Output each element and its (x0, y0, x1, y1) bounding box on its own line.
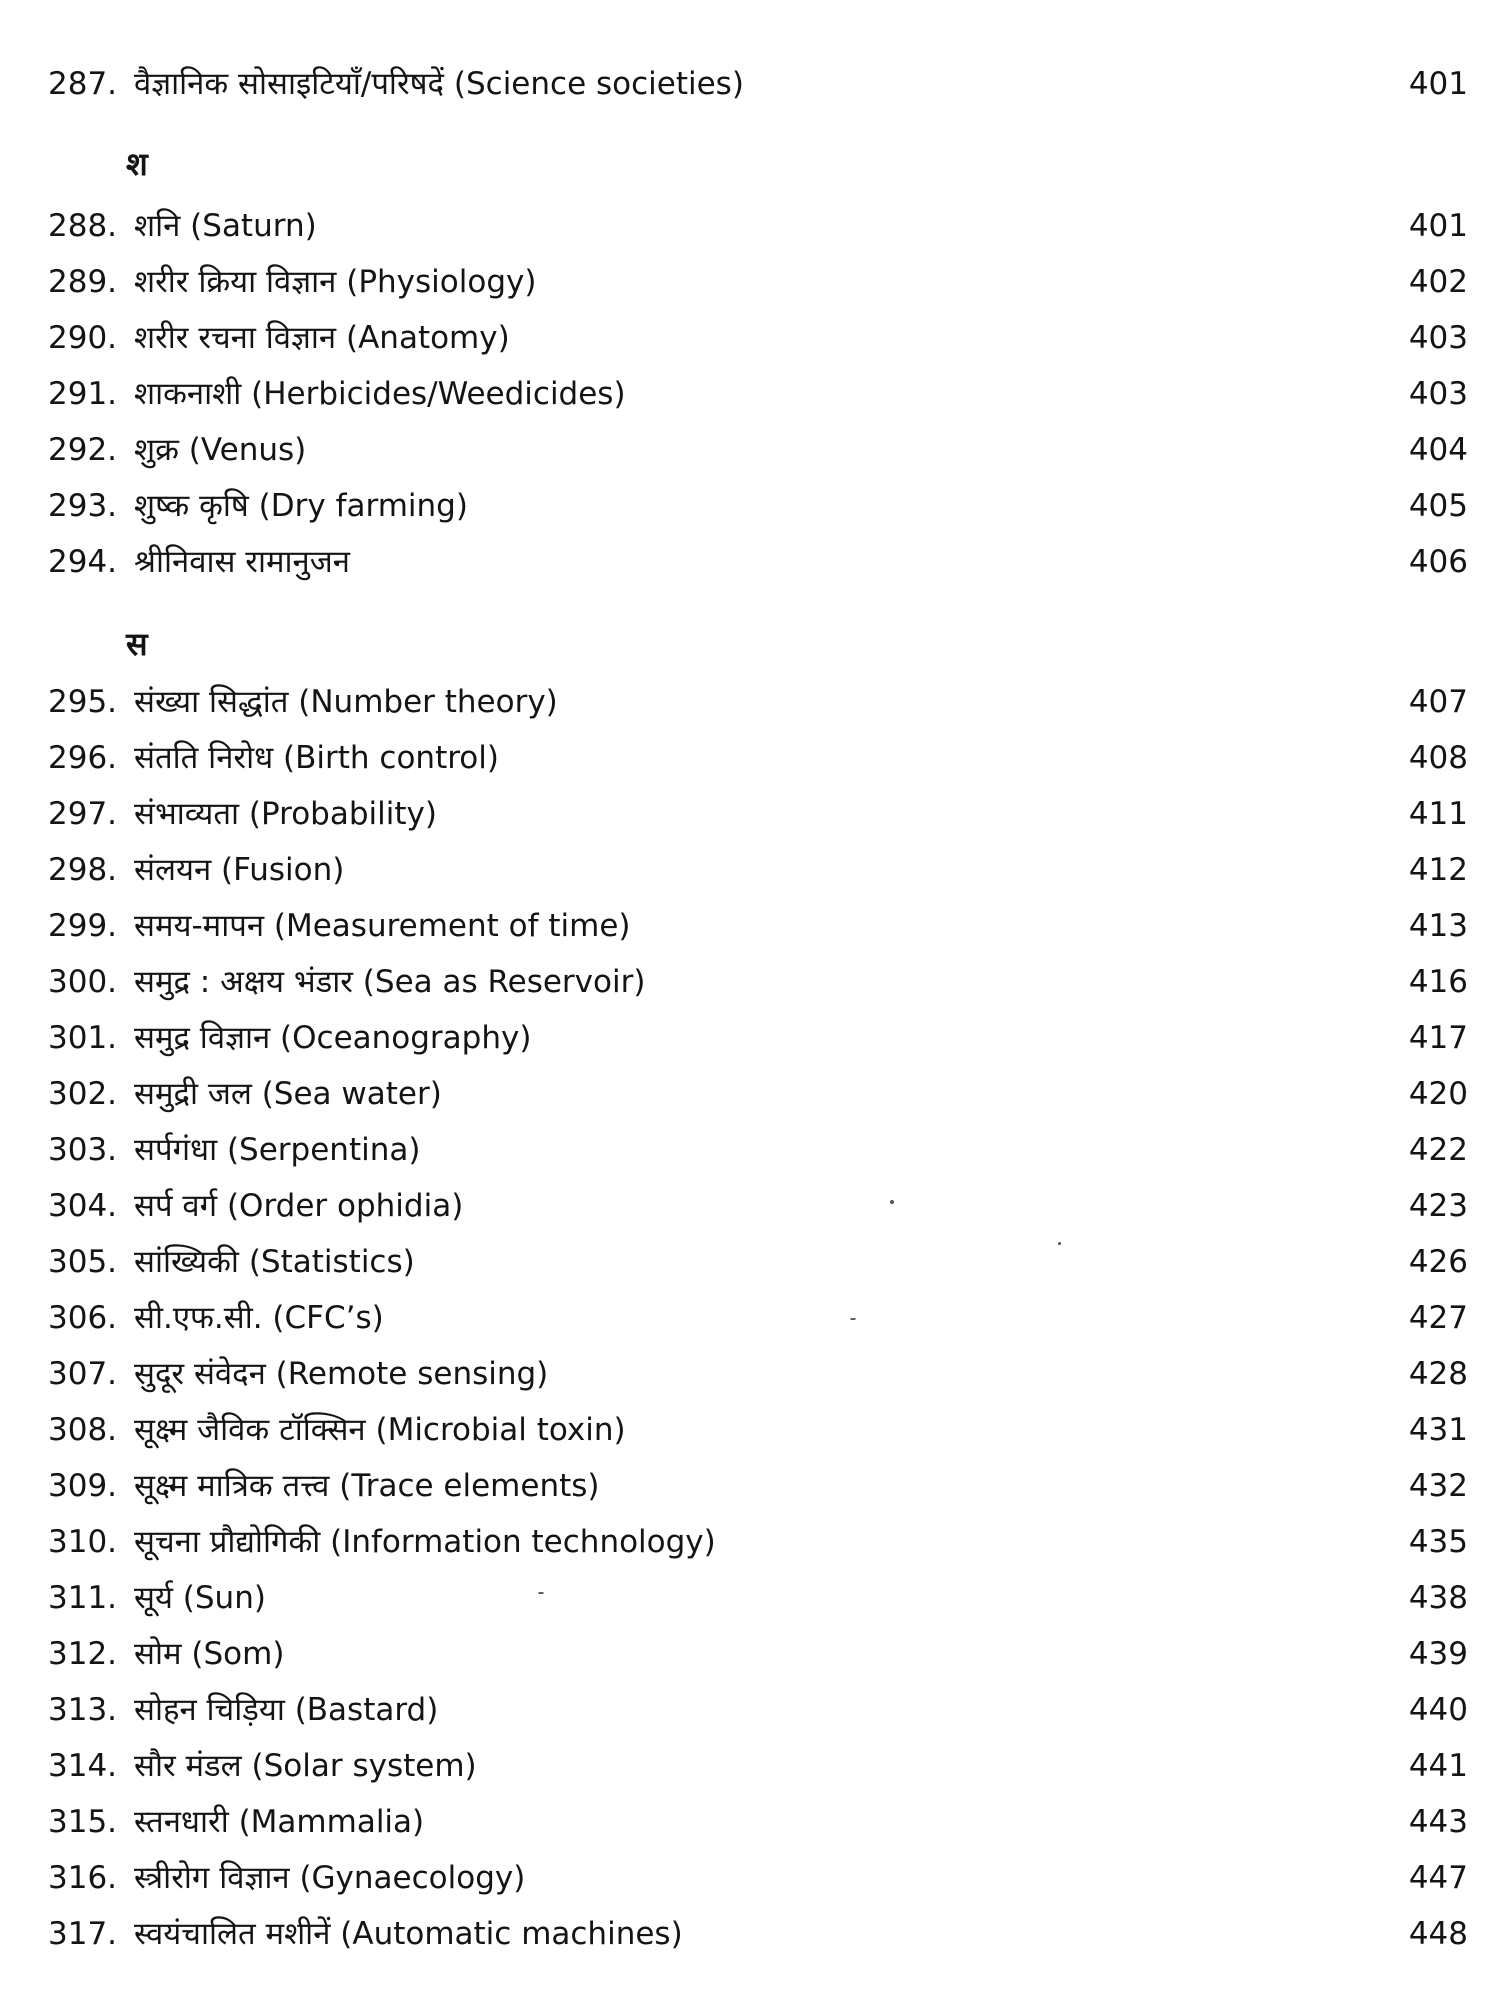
entry-title: स्त्रीरोग विज्ञान (Gynaecology) (134, 1860, 526, 1896)
entry-title: शुष्क कृषि (Dry farming) (134, 488, 468, 524)
entry-page: 403 (1408, 376, 1468, 412)
entry-title: सूचना प्रौद्योगिकी (Information technology) (134, 1524, 716, 1560)
toc-entry (48, 1626, 1468, 1682)
entry-number: 291. (48, 376, 118, 412)
entry-page: 417 (1408, 1020, 1468, 1056)
entry-title: सी.एफ.सी. (CFC’s) (134, 1300, 384, 1336)
toc-entry (48, 1738, 1468, 1794)
entry-page: 438 (1408, 1580, 1468, 1616)
entry-title: सांख्यिकी (Statistics) (134, 1244, 415, 1280)
toc-entry (48, 534, 1468, 590)
toc-section-sha (48, 198, 1468, 590)
entry-number: 312. (48, 1636, 118, 1672)
entry-page: 440 (1408, 1692, 1468, 1728)
section-heading-sa: स (126, 625, 148, 663)
entry-page: 428 (1408, 1356, 1468, 1392)
toc-entry (48, 422, 1468, 478)
entry-number: 288. (48, 208, 118, 244)
entry-page: 439 (1408, 1636, 1468, 1672)
toc-entry (48, 1906, 1468, 1962)
entry-page: 406 (1408, 544, 1468, 580)
entry-title: वैज्ञानिक सोसाइटियाँ/परिषदें (Science societies) (134, 66, 744, 102)
entry-number: 307. (48, 1356, 118, 1392)
toc-entry (48, 198, 1468, 254)
entry-page: 427 (1408, 1300, 1468, 1336)
entry-number: 296. (48, 740, 118, 776)
entry-page: 412 (1408, 852, 1468, 888)
entry-title: श्रीनिवास रामानुजन (134, 544, 350, 580)
entry-title: शरीर क्रिया विज्ञान (Physiology) (134, 264, 537, 300)
entry-title: सर्पगंधा (Serpentina) (134, 1132, 421, 1168)
entry-number: 300. (48, 964, 118, 1000)
entry-number: 310. (48, 1524, 118, 1560)
entry-title: संख्या सिद्धांत (Number theory) (134, 684, 558, 720)
entry-number: 301. (48, 1020, 118, 1056)
entry-number: 294. (48, 544, 118, 580)
toc-entry (48, 1290, 1468, 1346)
entry-number: 302. (48, 1076, 118, 1112)
entry-number: 287. (48, 66, 118, 102)
entry-page: 408 (1408, 740, 1468, 776)
toc-entry (48, 674, 1468, 730)
entry-title: समुद्र : अक्षय भंडार (Sea as Reservoir) (134, 964, 646, 1000)
entry-number: 306. (48, 1300, 118, 1336)
toc-entry (48, 1234, 1468, 1290)
entry-page: 426 (1408, 1244, 1468, 1280)
entry-page: 422 (1408, 1132, 1468, 1168)
entry-number: 313. (48, 1692, 118, 1728)
entry-title: सर्प वर्ग (Order ophidia) (134, 1188, 464, 1224)
entry-title: सोम (Som) (134, 1636, 285, 1672)
toc-entry (48, 1850, 1468, 1906)
entry-page: 403 (1408, 320, 1468, 356)
toc-entry (48, 1346, 1468, 1402)
entry-title: स्वयंचालित मशीनें (Automatic machines) (134, 1916, 683, 1952)
entry-page: 405 (1408, 488, 1468, 524)
entry-page: 441 (1408, 1748, 1468, 1784)
toc-entry (48, 1178, 1468, 1234)
scan-speck (1058, 1242, 1061, 1245)
toc-entry (48, 730, 1468, 786)
toc-entry (48, 898, 1468, 954)
toc-entry (48, 1458, 1468, 1514)
scan-speck (538, 1592, 544, 1594)
toc-section-sa (48, 674, 1468, 1962)
entry-number: 303. (48, 1132, 118, 1168)
entry-number: 317. (48, 1916, 118, 1952)
entry-number: 295. (48, 684, 118, 720)
entry-title: सोहन चिड़िया (Bastard) (134, 1692, 439, 1728)
entry-page: 443 (1408, 1804, 1468, 1840)
entry-page: 401 (1408, 66, 1468, 102)
entry-number: 308. (48, 1412, 118, 1448)
entry-page: 447 (1408, 1860, 1468, 1896)
entry-number: 304. (48, 1188, 118, 1224)
toc-entry (48, 842, 1468, 898)
entry-number: 305. (48, 1244, 118, 1280)
entry-number: 314. (48, 1748, 118, 1784)
entry-number: 311. (48, 1580, 118, 1616)
entry-title: समुद्री जल (Sea water) (134, 1076, 442, 1112)
section-heading-sha: श (126, 145, 148, 183)
toc-entry (48, 1794, 1468, 1850)
entry-title: शाकनाशी (Herbicides/Weedicides) (134, 376, 626, 412)
entry-number: 292. (48, 432, 118, 468)
entry-title: सौर मंडल (Solar system) (134, 1748, 477, 1784)
entry-title: शनि (Saturn) (134, 208, 317, 244)
entry-title: शुक्र (Venus) (134, 432, 307, 468)
entry-title: शरीर रचना विज्ञान (Anatomy) (134, 320, 510, 356)
entry-page: 416 (1408, 964, 1468, 1000)
entry-title: सूक्ष्म जैविक टॉक्सिन (Microbial toxin) (134, 1412, 626, 1448)
entry-page: 413 (1408, 908, 1468, 944)
entry-title: सुदूर संवेदन (Remote sensing) (134, 1356, 549, 1392)
toc-entry (48, 1402, 1468, 1458)
entry-page: 448 (1408, 1916, 1468, 1952)
toc-entry (48, 254, 1468, 310)
entry-page: 423 (1408, 1188, 1468, 1224)
entry-page: 420 (1408, 1076, 1468, 1112)
toc-entry (48, 1514, 1468, 1570)
entry-title: सूक्ष्म मात्रिक तत्त्व (Trace elements) (134, 1468, 600, 1504)
entry-number: 290. (48, 320, 118, 356)
entry-title: समय-मापन (Measurement of time) (134, 908, 631, 944)
entry-page: 404 (1408, 432, 1468, 468)
toc-entry (48, 366, 1468, 422)
toc-entry (48, 786, 1468, 842)
entry-page: 407 (1408, 684, 1468, 720)
toc-entry (48, 310, 1468, 366)
toc-entry (48, 1066, 1468, 1122)
entry-title: संलयन (Fusion) (134, 852, 345, 888)
toc-entry (48, 1570, 1468, 1626)
entry-page: 411 (1408, 796, 1468, 832)
entry-page: 401 (1408, 208, 1468, 244)
entry-page: 432 (1408, 1468, 1468, 1504)
entry-title: समुद्र विज्ञान (Oceanography) (134, 1020, 532, 1056)
toc-section-intro (48, 56, 1468, 112)
scan-speck (850, 1318, 856, 1320)
entry-title: स्तनधारी (Mammalia) (134, 1804, 425, 1840)
entry-title: सूर्य (Sun) (134, 1580, 266, 1616)
entry-title: संतति निरोध (Birth control) (134, 740, 499, 776)
toc-entry (48, 954, 1468, 1010)
toc-entry (48, 1122, 1468, 1178)
toc-entry (48, 56, 1468, 112)
entry-page: 402 (1408, 264, 1468, 300)
entry-number: 315. (48, 1804, 118, 1840)
toc-entry (48, 1682, 1468, 1738)
scan-speck (890, 1200, 894, 1204)
entry-page: 431 (1408, 1412, 1468, 1448)
entry-number: 309. (48, 1468, 118, 1504)
entry-page: 435 (1408, 1524, 1468, 1560)
entry-number: 316. (48, 1860, 118, 1896)
toc-entry (48, 1010, 1468, 1066)
entry-number: 293. (48, 488, 118, 524)
entry-number: 297. (48, 796, 118, 832)
entry-number: 289. (48, 264, 118, 300)
toc-entry (48, 478, 1468, 534)
entry-number: 298. (48, 852, 118, 888)
entry-number: 299. (48, 908, 118, 944)
entry-title: संभाव्यता (Probability) (134, 796, 437, 832)
